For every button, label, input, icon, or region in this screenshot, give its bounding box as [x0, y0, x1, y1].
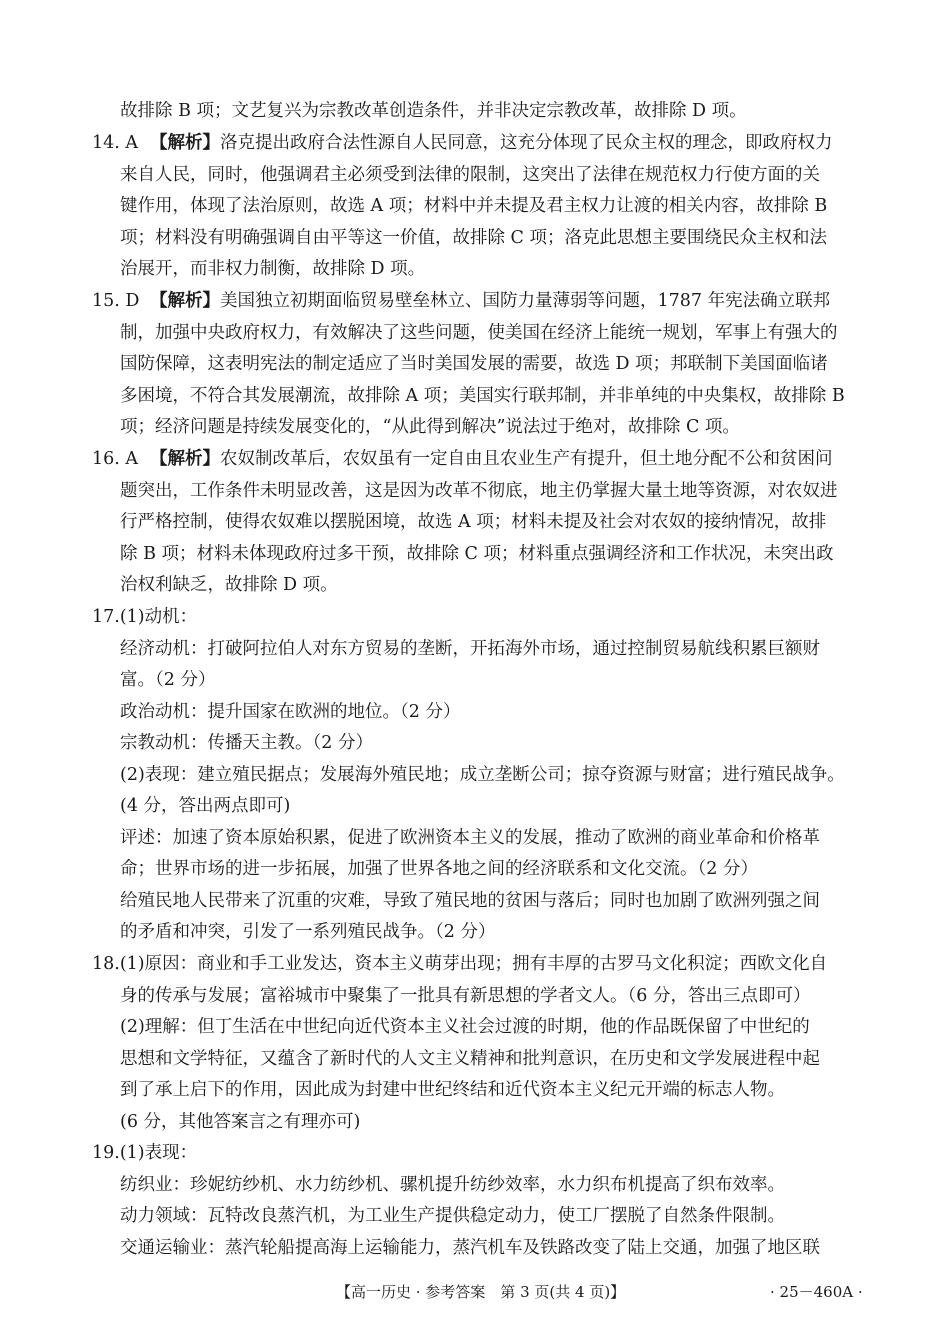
text-line: (1)表现： — [119, 1143, 198, 1163]
analysis-tag: 【解析】 — [150, 133, 220, 153]
text-line: 纺织业：珍妮纺纱机、水力纺纱机、骡机提升纺纱效率，水力织布机提高了织布效率。 — [120, 1175, 785, 1195]
text-line: 思想和文学特征，又蕴含了新时代的人文主义精神和批判意识，在历史和文学发展进程中起 — [120, 1049, 820, 1069]
text-line: (1)原因：商业和手工业发达，资本主义萌芽出现；拥有丰厚的古罗马文化积淀；西欧文化自 — [119, 954, 828, 974]
question-number: 19. — [92, 1143, 120, 1163]
question-14-heading — [92, 131, 833, 155]
text-line: 项；材料没有明确强调自由平等这一价值，故排除 C 项；洛克此思想主要围绕民众主权和法 — [120, 228, 828, 248]
text-line: 制，加强中央政府权力，有效解决了这些问题，使美国在经济上能统一规划，军事上有强大的 — [120, 323, 838, 343]
question-19-heading — [92, 1141, 197, 1165]
text-line: 身的传承与发展；富裕城市中聚集了一批具有新思想的学者文人。（6 分，答出三点即可） — [120, 986, 811, 1006]
text-line: 动力领域：瓦特改良蒸汽机，为工业生产提供稳定动力，使工厂摆脱了自然条件限制。 — [120, 1206, 785, 1226]
text-line: 键作用，体现了法治原则，故选 A 项；材料中并未提及君主权力让渡的相关内容，故排除 B — [120, 196, 828, 216]
text-line: 美国独立初期面临贸易壁垒林立、国防力量薄弱等问题，1787 年宪法确立联邦 — [220, 291, 831, 311]
text-line: (2)表现：建立殖民据点；发展海外殖民地；成立垄断公司；掠夺资源与财富；进行殖民战争。 — [120, 765, 845, 785]
text-line: 富。（2 分） — [120, 670, 216, 690]
question-number: 15. D — [92, 291, 140, 311]
question-16-heading — [92, 447, 833, 471]
text-line: 题突出，工作条件未明显改善，这是因为改革不彻底，地主仍掌握大量土地等资源，对农奴进 — [120, 481, 838, 501]
text-line: (6 分，其他答案言之有理亦可) — [120, 1112, 361, 1132]
footer-title: 【高一历史 · 参考答案 第 3 页(共 4 页)】 — [336, 1283, 626, 1301]
question-17-heading — [92, 605, 197, 629]
question-number: 14. A — [92, 133, 139, 153]
text-line: 的矛盾和冲突，引发了一系列殖民战争。（2 分） — [120, 922, 496, 942]
footer-code: · 25－460A · — [770, 1283, 863, 1301]
question-18-heading — [92, 952, 827, 976]
text-line: 项；经济问题是持续发展变化的，“从此得到解决”说法过于绝对，故排除 C 项。 — [120, 417, 740, 437]
text-line: 国防保障，这表明宪法的制定适应了当时美国发展的需要，故选 D 项；邦联制下美国面临诸 — [120, 354, 828, 374]
analysis-tag: 【解析】 — [150, 291, 220, 311]
text-line: 政治动机：提升国家在欧洲的地位。（2 分） — [120, 702, 461, 722]
text-line: 评述：加速了资本原始积累，促进了欧洲资本主义的发展，推动了欧洲的商业革命和价格革 — [120, 828, 820, 848]
text-line: 农奴制改革后，农奴虽有一定自由且农业生产有提升，但土地分配不公和贫困问 — [220, 449, 833, 469]
text-line: 宗教动机：传播天主教。（2 分） — [120, 733, 373, 753]
text-line: 故排除 B 项；文艺复兴为宗教改革创造条件，并非决定宗教改革，故排除 D 项。 — [120, 101, 747, 121]
text-line: 多困境，不符合其发展潮流，故排除 A 项；美国实行联邦制，并非单纯的中央集权，故排除 B — [120, 386, 845, 406]
text-line: 到了承上启下的作用，因此成为封建中世纪终结和近代资本主义纪元开端的标志人物。 — [120, 1080, 785, 1100]
text-line: 行严格控制，使得农奴难以摆脱困境，故选 A 项；材料未提及社会对农奴的接纳情况，故排 — [120, 512, 827, 532]
question-number: 16. A — [92, 449, 139, 469]
text-line: 治权利缺乏，故排除 D 项。 — [120, 575, 338, 595]
question-number: 18. — [92, 954, 120, 974]
text-line: 给殖民地人民带来了沉重的灾难，导致了殖民地的贫困与落后；同时也加剧了欧洲列强之间 — [120, 891, 820, 911]
text-line: (1)动机： — [119, 607, 198, 627]
text-line: 洛克提出政府合法性源自人民同意，这充分体现了民众主权的理念，即政府权力 — [220, 133, 833, 153]
text-line: 除 B 项；材料未体现政府过多干预，故排除 C 项；材料重点强调经济和工作状况，未突出政 — [120, 544, 834, 564]
text-line: (2)理解：但丁生活在中世纪向近代资本主义社会过渡的时期，他的作品既保留了中世纪的 — [120, 1017, 810, 1037]
text-line: 经济动机：打破阿拉伯人对东方贸易的垄断，开拓海外市场，通过控制贸易航线积累巨额财 — [120, 639, 820, 659]
text-line: 交通运输业：蒸汽轮船提高海上运输能力，蒸汽机车及铁路改变了陆上交通，加强了地区联 — [120, 1238, 820, 1258]
text-line: (4 分，答出两点即可) — [120, 796, 291, 816]
question-15-heading — [92, 289, 830, 313]
text-line: 命；世界市场的进一步拓展，加强了世界各地之间的经济联系和文化交流。（2 分） — [120, 859, 758, 879]
text-line: 治展开，而非权力制衡，故排除 D 项。 — [120, 259, 426, 279]
text-line: 来自人民，同时，他强调君主必须受到法律的限制，这突出了法律在规范权力行使方面的关 — [120, 165, 820, 185]
question-number: 17. — [92, 607, 120, 627]
analysis-tag: 【解析】 — [150, 449, 220, 469]
